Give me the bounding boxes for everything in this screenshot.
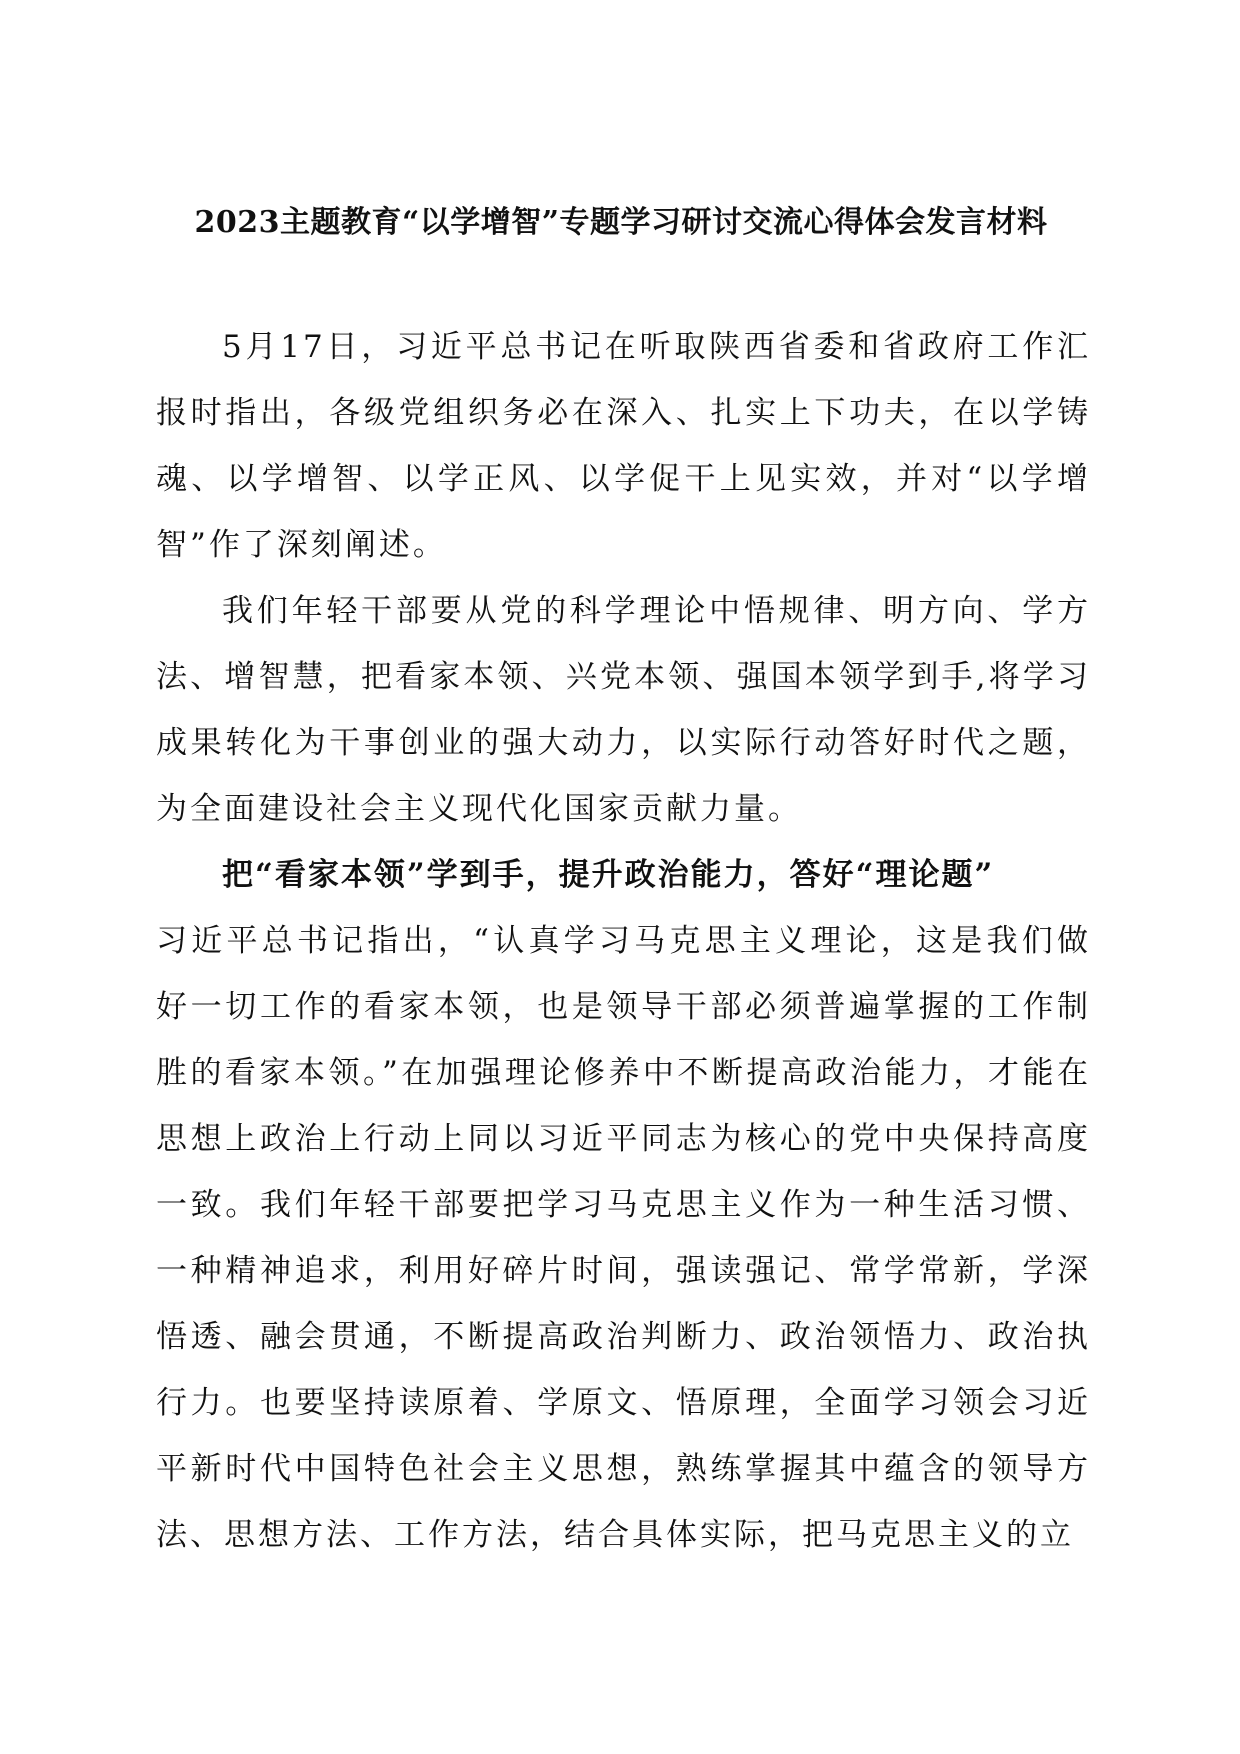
paragraph-2: 我们年轻干部要从党的科学理论中悟规律、明方向、学方法、增智慧，把看家本领、兴党本领、强国本领学到手,将学习成果转化为干事创业的强大动力，以实际行动答好时代之题，为全面建设社会主义现代化国家贡献力量。	[156, 593, 1091, 827]
section-paragraph: 习近平总书记指出，“认真学习马克思主义理论，这是我们做好一切工作的看家本领，也是领导干部必须普遍掌握的工作制胜的看家本领。”在加强理论修养中不断提高政治能力，才能在思想上政治上行动上同以习近平同志为核心的党中央保持高度一致。我们年轻干部要把学习马克思主义作为一种生活习惯、一种精神追求，利用好碎片时间，强读强记、常学常新，学深悟透、融会贯通，不断提高政治判断力、政治领悟力、政治执行力。也要坚持读原着、学原文、悟原理，全面学习领会习近平新时代中国特色社会主义思想，熟练掌握其中蕴含的领导方法、思想方法、工作方法，结合具体实际，把马克思主义的立	[156, 923, 1091, 1553]
paragraph-1: 5月17日，习近平总书记在听取陕西省委和省政府工作汇报时指出，各级党组织务必在深入、扎实上下功夫，在以学铸魂、以学增智、以学正风、以学促干上见实效，并对“以学增智”作了深刻阐述。	[156, 329, 1091, 563]
section-heading: 把“看家本领”学到手，提升政治能力，答好“理论题”	[222, 857, 995, 893]
document-title: 2023主题教育“以学增智”专题学习研讨交流心得体会发言材料	[194, 205, 1048, 240]
